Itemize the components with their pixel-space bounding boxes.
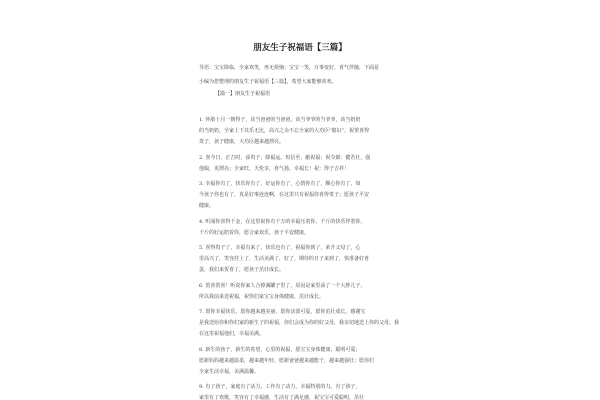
paragraph-line: 所以我前来送祝福，祝你们家宝宝身体健康，茁壮成长。	[199, 293, 325, 300]
paragraph-line: 贵子，孩子健康，大功臣越来越漂亮。	[199, 139, 285, 145]
wish-paragraph	[199, 217, 404, 239]
section-heading: 【篇一】朋友生子祝福语	[215, 91, 271, 97]
wish-paragraph	[199, 179, 404, 212]
paragraph-line: 他娘，更漂亮；全家旺，天伦享，喜气扬，幸福长！祝：得子吉祥！	[199, 165, 350, 172]
paragraph-line: 千斤的好运陪着你，愿合家欢乐，孩子平安健康。	[199, 229, 310, 236]
body-text	[199, 115, 404, 400]
paragraph-line: 健康。	[199, 203, 215, 209]
paragraph-line: 的当奶奶，全家上下其乐无比，高兴之余不忘全家的大功臣“媳妇”，祝贺喜得	[199, 128, 370, 134]
intro-line: 导语：宝宝降临，全家欢笑，再无烦恼；宝宝一笑，万事变好，喜气伴随，下面是	[199, 65, 380, 71]
paragraph-line: 7. 愿你幸福快乐，愿你越来越美丽，愿你活泼可爱，愿你茁壮成长，感谢宝	[199, 309, 366, 315]
paragraph-line: 9. 有了孩子，家庭有了活力，工作有了动力，幸福特别的力。有了孩子，	[199, 384, 361, 390]
paragraph-line: 是我送给你和你们家的新生子的祝福，你们会成为你的好父母，我亲切地送上你的父母，我	[199, 320, 400, 326]
paragraph-line: 3. 幸福你有了，快乐你有了，好运你有了，心情你有了，顺心你有了，如	[199, 181, 361, 187]
wish-paragraph	[199, 243, 404, 276]
paragraph-line: 全家生活幸福，美满温馨。	[199, 368, 260, 375]
wish-paragraph	[199, 153, 404, 175]
intro-line: 小编为您整理的朋友生子祝福语【三篇】，希望大家能够喜欢。	[199, 79, 337, 85]
paragraph-line: 蛋，我们来贺喜了，愿孩子茁壮成长。	[199, 267, 285, 273]
intro-paragraph	[199, 61, 404, 89]
paragraph-line: 4. 听闻你喜得千金，在这里祝你有千万的幸福压着你，千斤的快乐伴着你，	[199, 218, 366, 225]
wish-paragraph	[199, 382, 404, 400]
paragraph-line: 5. 喜得贵子了，幸福有来了，快乐也有了，祝福你到了，荣升父母了，心	[199, 245, 361, 251]
paragraph-line: 2. 喜今日，正吉时，添贵子，降福运。短信至，献祝福；祝令郎：健若壮，强	[199, 154, 371, 161]
paragraph-line: 里高兴了，笑容挂上了，生活美满了，好了，期待的日子来到了，快准备好喜	[199, 256, 370, 262]
wish-paragraph	[199, 345, 404, 378]
paragraph-line: 在这里祝福他们，幸福美满。	[199, 331, 265, 337]
paragraph-line: 8. 新生的孩子，新生的希望，心里的祝福，愿宝宝身体健康，聪明可爱；	[199, 346, 361, 353]
document-title: 朋友生子祝福语【三篇】	[253, 43, 347, 53]
paragraph-line: 家里有了欢歌，笑容有了幸福感，生活有了满足感，祝宝宝可爱聪明，茁壮	[199, 395, 365, 400]
wish-paragraph	[199, 115, 404, 148]
wish-paragraph	[199, 281, 404, 303]
paragraph-line: 6. 贺喜贺喜！听说你家人合掉满罐子里了，原因是家里添了一个大胖儿子，	[199, 282, 366, 289]
wish-paragraph	[199, 307, 404, 340]
paragraph-line: 今孩子你也有了，真是好事连连啊，在这里只有祝福你喜得贵子；愿孩子平安	[199, 192, 370, 198]
paragraph-line: 1. 怀胎十月一朝得子，该当爸爸的当爸爸，该当爷爷的当爷爷，该当奶奶	[199, 117, 361, 123]
paragraph-line: 愿新妈妈越来越温柔，越来越年轻，愿新爸爸越来越能干，越来越强壮；愿你们	[199, 357, 375, 364]
